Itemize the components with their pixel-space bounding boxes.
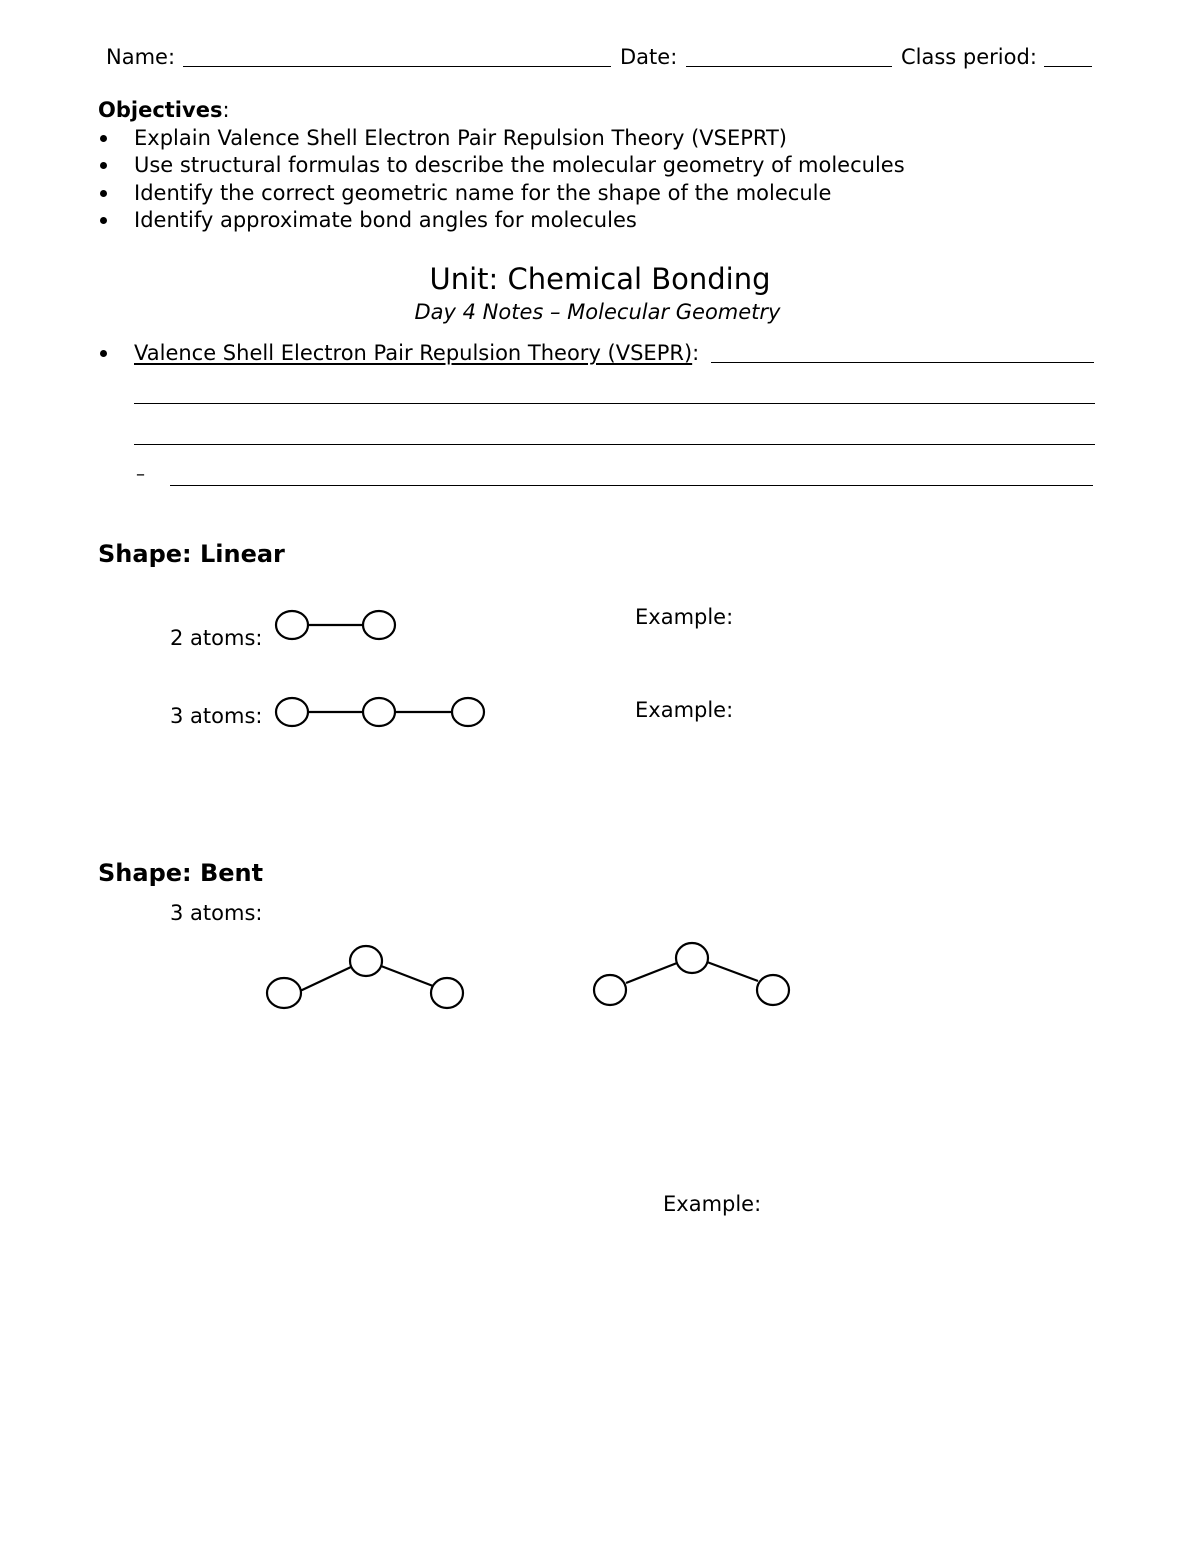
atom-circle [276, 611, 308, 639]
class-period-label: Class period: [901, 45, 1037, 69]
linear-3-atom-diagram [270, 691, 495, 733]
atom-circle [452, 698, 484, 726]
bent-diagram-2 [582, 932, 807, 1017]
linear-example-label-1: Example: [635, 605, 734, 629]
vsepr-blank-4[interactable] [170, 485, 1093, 486]
page-subtitle: Day 4 Notes – Molecular Geometry [414, 300, 781, 324]
vsepr-dash: – [136, 464, 145, 485]
objectives-heading: Objectives [98, 98, 223, 122]
linear-heading: Shape: Linear [98, 540, 285, 568]
date-blank[interactable] [686, 66, 892, 67]
bond-line [300, 967, 351, 991]
bullet-icon [100, 162, 107, 169]
atom-circle [363, 611, 395, 639]
bond-line [626, 963, 677, 983]
bent-heading: Shape: Bent [98, 859, 264, 887]
atom-circle [350, 946, 382, 976]
bond-line [707, 962, 758, 981]
class-period-blank[interactable] [1044, 66, 1092, 67]
objective-item: Identify approximate bond angles for molecules [134, 208, 637, 232]
bond-line [381, 966, 433, 986]
name-label: Name: [106, 45, 176, 69]
objectives-heading-row [98, 98, 230, 122]
vsepr-blank-2[interactable] [134, 403, 1095, 404]
objectives-colon: : [222, 98, 230, 122]
three-atoms-label: 3 atoms: [170, 704, 263, 728]
atom-circle [363, 698, 395, 726]
vsepr-term-row [134, 341, 699, 365]
atom-circle [276, 698, 308, 726]
two-atoms-label: 2 atoms: [170, 626, 263, 650]
linear-2-atom-diagram [270, 604, 405, 646]
atom-circle [431, 978, 463, 1008]
date-label: Date: [620, 45, 678, 69]
atom-circle [594, 975, 626, 1005]
linear-example-label-2: Example: [635, 698, 734, 722]
atom-circle [757, 975, 789, 1005]
bent-example-label: Example: [663, 1192, 762, 1216]
atom-circle [267, 978, 301, 1008]
bullet-icon [100, 135, 107, 142]
objective-item: Identify the correct geometric name for the shape of the molecule [134, 181, 832, 205]
name-blank[interactable] [183, 66, 611, 67]
vsepr-colon: : [692, 341, 700, 365]
bent-diagram-1 [255, 935, 480, 1020]
bent-three-atoms-label: 3 atoms: [170, 901, 263, 925]
objective-item: Explain Valence Shell Electron Pair Repulsion Theory (VSEPRT) [134, 126, 787, 150]
vsepr-blank-1[interactable] [711, 362, 1094, 363]
vsepr-blank-3[interactable] [134, 444, 1095, 445]
bullet-icon [100, 190, 107, 197]
atom-circle [676, 943, 708, 973]
objective-item: Use structural formulas to describe the molecular geometry of molecules [134, 153, 905, 177]
page-title: Unit: Chemical Bonding [429, 262, 771, 296]
vsepr-term: Valence Shell Electron Pair Repulsion Theory (VSEPR) [134, 341, 693, 365]
bullet-icon [100, 217, 107, 224]
bullet-icon [100, 350, 107, 357]
